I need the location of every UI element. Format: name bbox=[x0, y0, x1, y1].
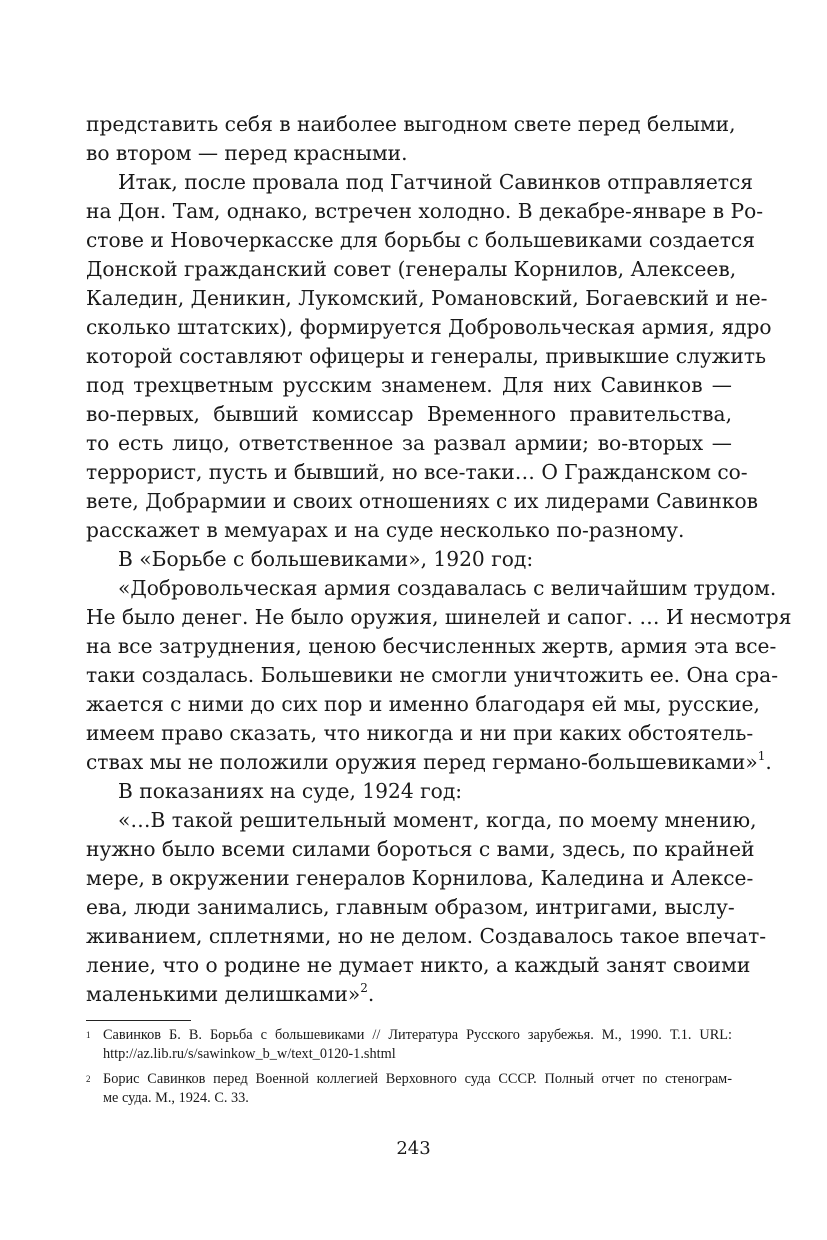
footnote-divider bbox=[86, 1020, 191, 1021]
text-line: стове и Новочеркасске для борьбы с большевиками создается bbox=[86, 228, 755, 252]
quote-line bbox=[86, 748, 772, 777]
quote-line: на все затруднения, ценою бесчисленных жертв, армия эта все- bbox=[86, 634, 777, 658]
text-line: Каледин, Деникин, Лукомский, Романовский, Богаевский и не- bbox=[86, 286, 768, 310]
main-text bbox=[86, 110, 792, 1009]
text-line: под трехцветным русским знаменем. Для них Савинков — bbox=[86, 373, 732, 397]
quote-line: имеем право сказать, что никогда и ни при каких обстоятель- bbox=[86, 721, 754, 745]
text-line: расскажет в мемуарах и на суде несколько по-разному. bbox=[86, 518, 685, 542]
text-line: то есть лицо, ответственное за развал армии; во-вторых — bbox=[86, 431, 732, 455]
footnote-number: 2 bbox=[86, 1074, 91, 1084]
period: . bbox=[765, 750, 772, 774]
text-line: представить себя в наиболее выгодном свете перед белыми, bbox=[86, 112, 736, 136]
footnote-line: Савинков Б. В. Борьба с большевиками // Литература Русского зарубежья. М., 1990. Т.1. URL: bbox=[103, 1027, 732, 1043]
text-line: Итак, после провала под Гатчиной Савинков отправляется bbox=[118, 170, 754, 194]
period: . bbox=[367, 982, 375, 1006]
text-line: которой составляют офицеры и генералы, привыкшие служить bbox=[86, 344, 766, 368]
text-line: Донской гражданский совет (генералы Корнилов, Алексеев, bbox=[86, 257, 737, 281]
footnote-line: Борис Савинков перед Военной коллегией Верховного суда СССР. Полный отчет по стенограм- bbox=[103, 1071, 732, 1087]
quote-line: жается с ними до сих пор и именно благодаря ей мы, русские, bbox=[86, 692, 760, 716]
footnote-ref-1[interactable]: 1 bbox=[757, 749, 766, 764]
quote-line: ление, что о родине не думает никто, а каждый занят своими bbox=[86, 953, 751, 977]
text-line: В показаниях на суде, 1924 год: bbox=[118, 779, 463, 803]
text-line: В «Борьбе с большевиками», 1920 год: bbox=[118, 547, 534, 571]
footnotes bbox=[86, 1026, 732, 1114]
quote-text: маленькими делишками» bbox=[86, 982, 361, 1006]
quote-line: нужно было всеми силами бороться с вами, здесь, по крайней bbox=[86, 837, 755, 861]
footnote-ref-2[interactable]: 2 bbox=[360, 981, 368, 996]
quote-line: мере, в окружении генералов Корнилова, Каледина и Алексе- bbox=[86, 866, 754, 890]
text-line: вете, Добрармии и своих отношениях с их лидерами Савинков bbox=[86, 489, 759, 513]
footnote-2 bbox=[86, 1070, 732, 1108]
quote-line: «Добровольческая армия создавалась с величайшим трудом. bbox=[118, 576, 777, 600]
footnote-1 bbox=[86, 1026, 732, 1064]
footnote-line: ме суда. М., 1924. С. 33. bbox=[103, 1090, 249, 1106]
text-line: во-первых, бывший комиссар Временного правительства, bbox=[86, 402, 732, 426]
text-line: террорист, пусть и бывший, но все-таки… О Гражданском со- bbox=[86, 460, 748, 484]
quote-line bbox=[86, 980, 732, 1009]
quote-line: Не было денег. Не было оружия, шинелей и сапог. … И несмотря bbox=[86, 605, 792, 629]
quote-line: «…В такой решительный момент, когда, по моему мнению, bbox=[118, 808, 757, 832]
text-line: на Дон. Там, однако, встречен холодно. В декабре-январе в Ро- bbox=[86, 199, 764, 223]
text-line: во втором — перед красными. bbox=[86, 141, 408, 165]
quote-text: ствах мы не положили оружия перед германо-большевиками» bbox=[86, 750, 758, 774]
page-number: 243 bbox=[396, 1138, 431, 1159]
footnote-link[interactable]: http://az.lib.ru/s/sawinkow_b_w/text_0120-1.shtml bbox=[103, 1046, 396, 1062]
footnote-number: 1 bbox=[86, 1030, 91, 1040]
quote-line: таки создалась. Большевики не смогли уничтожить ее. Она сра- bbox=[86, 663, 779, 687]
text-line: сколько штатских), формируется Добровольческая армия, ядро bbox=[86, 315, 772, 339]
quote-line: ева, люди занимались, главным образом, интригами, выслу- bbox=[86, 895, 735, 919]
quote-line: живанием, сплетнями, но не делом. Создавалось такое впечат- bbox=[86, 924, 767, 948]
